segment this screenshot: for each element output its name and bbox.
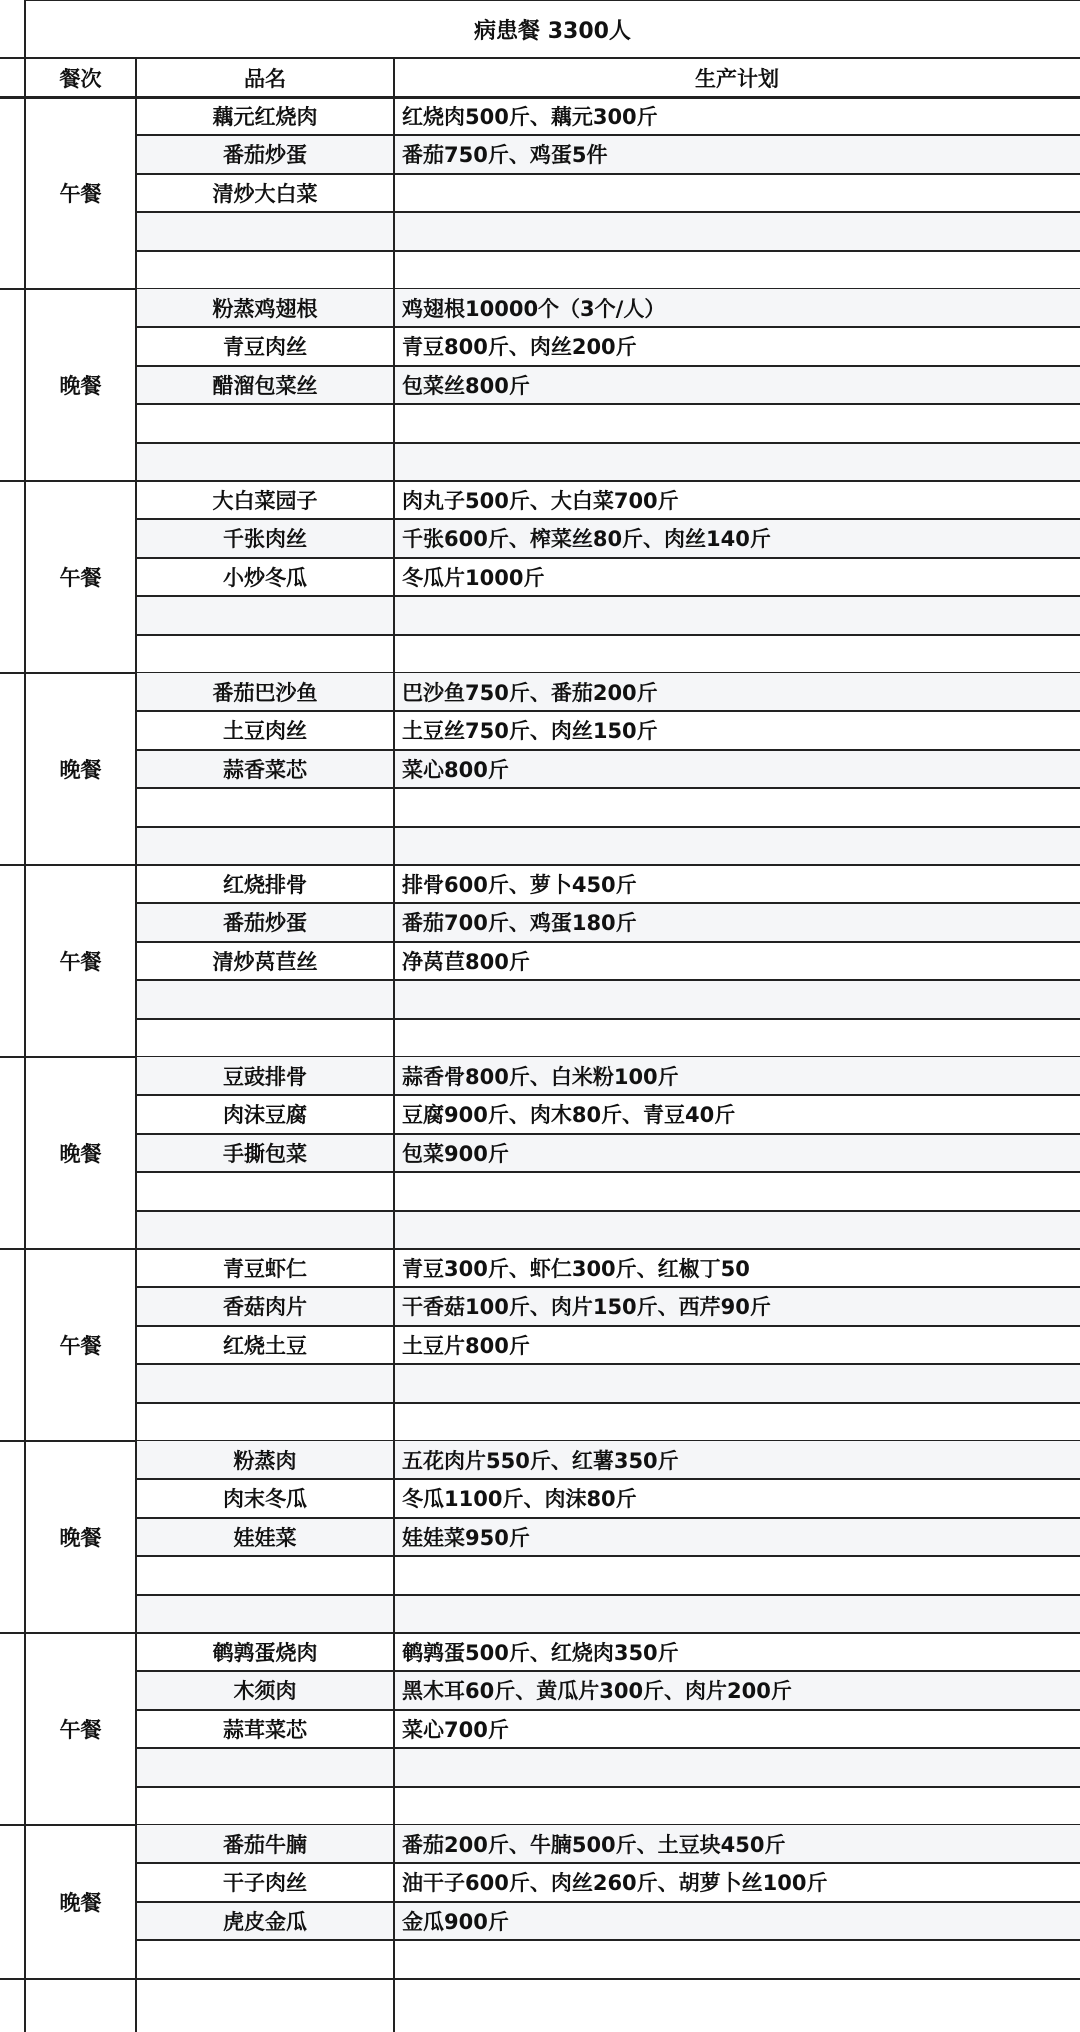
production-plan-cell: 干香菇100斤、肉片150斤、西芹90斤	[402, 1295, 771, 1319]
dish-name-cell	[136, 1595, 394, 1633]
row-divider	[136, 403, 1080, 405]
production-plan-cell: 豆腐900斤、肉木80斤、青豆40斤	[402, 1103, 736, 1127]
dish-name-cell: 醋溜包菜丝	[212, 374, 318, 398]
stub-divider	[0, 480, 25, 482]
meal-cell: 晚餐	[59, 758, 102, 782]
row-divider	[136, 1210, 1080, 1212]
row-divider	[136, 1555, 1080, 1557]
production-plan-cell: 金瓜900斤	[402, 1910, 509, 1934]
dish-name-cell	[136, 827, 394, 865]
production-plan-cell	[402, 1595, 1080, 1633]
dish-name-cell: 千张肉丝	[223, 527, 307, 551]
production-plan-cell: 冬瓜片1000斤	[402, 566, 545, 590]
dish-name-cell: 红烧排骨	[223, 873, 307, 897]
production-plan-cell: 包菜丝800斤	[402, 374, 530, 398]
row-divider	[136, 1171, 1080, 1173]
row-divider	[136, 595, 1080, 597]
dish-name-cell	[136, 596, 394, 634]
title-top-border	[25, 0, 1080, 1]
dish-name-cell	[136, 1211, 394, 1249]
production-plan-cell: 包菜900斤	[402, 1142, 509, 1166]
header-bottom-border	[0, 96, 1080, 99]
row-divider	[136, 634, 1080, 636]
production-plan-cell	[402, 1556, 1080, 1594]
dish-name-cell: 虎皮金瓜	[223, 1910, 307, 1934]
production-plan-cell: 青豆800斤、肉丝200斤	[402, 335, 637, 359]
row-divider	[136, 1325, 1080, 1327]
production-plan-cell: 五花肉片550斤、红薯350斤	[402, 1449, 679, 1473]
row-divider	[136, 1709, 1080, 1711]
production-plan-cell	[402, 827, 1080, 865]
row-divider	[136, 211, 1080, 213]
production-plan-cell: 红烧肉500斤、藕元300斤	[402, 105, 658, 129]
dish-name-cell: 肉沫豆腐	[223, 1103, 307, 1127]
production-plan-cell	[402, 1748, 1080, 1786]
row-divider	[136, 941, 1080, 943]
row-divider	[136, 173, 1080, 175]
production-plan-cell	[402, 404, 1080, 442]
dish-name-cell	[136, 1403, 394, 1441]
dish-name-cell: 豆豉排骨	[223, 1065, 307, 1089]
production-plan-cell	[402, 443, 1080, 481]
production-plan-cell	[402, 635, 1080, 673]
stub-divider	[0, 672, 25, 674]
dish-name-cell	[136, 443, 394, 481]
production-plan-cell: 黑木耳60斤、黄瓜片300斤、肉片200斤	[402, 1679, 792, 1703]
meal-cell: 午餐	[59, 950, 102, 974]
dish-name-cell	[136, 1556, 394, 1594]
meal-cell: 午餐	[59, 566, 102, 590]
dish-name-cell: 小炒冬瓜	[223, 566, 307, 590]
dish-name-cell: 大白菜园子	[212, 489, 318, 513]
meal-dish-divider	[135, 58, 137, 2032]
stub-divider	[0, 1056, 25, 1058]
production-plan-cell	[402, 1019, 1080, 1057]
dish-name-cell: 青豆虾仁	[223, 1257, 307, 1281]
row-divider	[136, 1747, 1080, 1749]
production-plan-cell: 净莴苣800斤	[402, 950, 530, 974]
production-plan-cell: 青豆300斤、虾仁300斤、红椒丁50	[402, 1257, 750, 1281]
production-plan-cell: 巴沙鱼750斤、番茄200斤	[402, 681, 658, 705]
production-plan-cell: 肉丸子500斤、大白菜700斤	[402, 489, 679, 513]
row-divider	[136, 902, 1080, 904]
production-plan-cell	[402, 1172, 1080, 1210]
row-divider	[136, 1594, 1080, 1596]
row-divider	[136, 1363, 1080, 1365]
production-plan-cell: 番茄750斤、鸡蛋5件	[402, 143, 608, 167]
dish-name-cell	[136, 1748, 394, 1786]
row-divider	[136, 134, 1080, 136]
production-plan-cell: 土豆丝750斤、肉丝150斤	[402, 719, 658, 743]
dish-plan-divider	[393, 58, 395, 2032]
production-plan-cell: 油干子600斤、肉丝260斤、胡萝卜丝100斤	[402, 1871, 828, 1895]
production-plan-cell	[402, 174, 1080, 212]
production-plan-cell: 番茄700斤、鸡蛋180斤	[402, 911, 637, 935]
row-divider	[136, 250, 1080, 252]
dish-name-cell	[136, 980, 394, 1018]
row-divider	[136, 1094, 1080, 1096]
dish-name-cell: 手撕包菜	[223, 1142, 307, 1166]
dish-name-cell: 番茄牛腩	[223, 1833, 307, 1857]
row-divider	[136, 1286, 1080, 1288]
header-meal: 餐次	[59, 66, 102, 91]
row-divider	[136, 1018, 1080, 1020]
dish-name-cell	[136, 212, 394, 250]
row-divider	[136, 710, 1080, 712]
production-plan-cell: 娃娃菜950斤	[402, 1526, 530, 1550]
meal-cell: 晚餐	[59, 1142, 102, 1166]
dish-name-cell	[136, 1787, 394, 1825]
production-plan-cell	[402, 1364, 1080, 1402]
production-plan-cell: 排骨600斤、萝卜450斤	[402, 873, 637, 897]
stub-divider	[0, 1824, 25, 1826]
production-plan-cell	[402, 788, 1080, 826]
row-divider	[136, 979, 1080, 981]
meal-cell: 午餐	[59, 1718, 102, 1742]
stub-divider	[0, 1440, 25, 1442]
production-plan-cell: 菜心800斤	[402, 758, 509, 782]
production-plan-cell	[402, 1940, 1080, 1978]
row-divider	[136, 1939, 1080, 1941]
row-divider	[136, 326, 1080, 328]
row-divider	[136, 1478, 1080, 1480]
row-divider	[136, 518, 1080, 520]
row-divider	[136, 442, 1080, 444]
row-divider	[136, 1402, 1080, 1404]
row-divider	[136, 1670, 1080, 1672]
dish-name-cell: 青豆肉丝	[223, 335, 307, 359]
production-plan-cell	[402, 1787, 1080, 1825]
row-divider	[136, 749, 1080, 751]
stub-divider	[0, 1978, 25, 1980]
dish-name-cell: 肉末冬瓜	[223, 1487, 307, 1511]
dish-name-cell: 土豆肉丝	[223, 719, 307, 743]
dish-name-cell: 番茄炒蛋	[223, 911, 307, 935]
dish-name-cell	[136, 1940, 394, 1978]
dish-name-cell: 木须肉	[233, 1679, 297, 1703]
dish-name-cell	[136, 251, 394, 289]
dish-name-cell	[136, 404, 394, 442]
left-border	[24, 0, 26, 2032]
production-plan-cell: 土豆片800斤	[402, 1334, 530, 1358]
production-plan-cell	[402, 596, 1080, 634]
production-plan-cell: 菜心700斤	[402, 1718, 509, 1742]
row-divider	[136, 1786, 1080, 1788]
dish-name-cell: 清炒莴苣丝	[212, 950, 318, 974]
stub-divider	[0, 864, 25, 866]
dish-name-cell	[136, 1019, 394, 1057]
header-plan: 生产计划	[695, 66, 779, 91]
dish-name-cell: 红烧土豆	[223, 1334, 307, 1358]
production-plan-cell	[402, 212, 1080, 250]
meal-cell: 午餐	[59, 1334, 102, 1358]
stub-divider	[0, 1248, 25, 1250]
production-plan-cell: 蒜香骨800斤、白米粉100斤	[402, 1065, 679, 1089]
row-divider	[136, 557, 1080, 559]
row-divider	[136, 1133, 1080, 1135]
row-divider	[136, 826, 1080, 828]
dish-name-cell	[136, 1364, 394, 1402]
production-plan-cell	[402, 1211, 1080, 1249]
table-title: 病患餐 3300人	[474, 18, 631, 44]
group-divider	[25, 1978, 1080, 1980]
dish-name-cell: 番茄巴沙鱼	[212, 681, 318, 705]
row-divider	[136, 1862, 1080, 1864]
row-divider	[136, 365, 1080, 367]
header-top-border	[0, 57, 1080, 59]
production-plan-cell	[402, 980, 1080, 1018]
production-plan-cell: 冬瓜1100斤、肉沫80斤	[402, 1487, 637, 1511]
production-plan-cell: 鸡翅根10000个（3个/人）	[402, 297, 666, 321]
row-divider	[136, 1517, 1080, 1519]
production-plan-cell	[402, 1403, 1080, 1441]
dish-name-cell: 香菇肉片	[223, 1295, 307, 1319]
dish-name-cell: 蒜香菜芯	[223, 758, 307, 782]
meal-cell: 晚餐	[59, 1526, 102, 1550]
dish-name-cell: 番茄炒蛋	[223, 143, 307, 167]
dish-name-cell	[136, 788, 394, 826]
row-divider	[136, 787, 1080, 789]
dish-name-cell: 清炒大白菜	[212, 182, 318, 206]
stub-divider	[0, 288, 25, 290]
dish-name-cell	[136, 635, 394, 673]
meal-cell: 晚餐	[59, 1891, 102, 1915]
meal-cell: 晚餐	[59, 374, 102, 398]
dish-name-cell: 藕元红烧肉	[212, 105, 318, 129]
production-plan-cell	[402, 251, 1080, 289]
production-plan-cell: 千张600斤、榨菜丝80斤、肉丝140斤	[402, 527, 771, 551]
dish-name-cell: 粉蒸肉	[233, 1449, 297, 1473]
stub-divider	[0, 1632, 25, 1634]
dish-name-cell	[136, 1172, 394, 1210]
dish-name-cell: 粉蒸鸡翅根	[212, 297, 318, 321]
dish-name-cell: 干子肉丝	[223, 1871, 307, 1895]
meal-cell: 午餐	[59, 182, 102, 206]
production-plan-cell: 番茄200斤、牛腩500斤、土豆块450斤	[402, 1833, 786, 1857]
production-plan-cell: 鹌鹑蛋500斤、红烧肉350斤	[402, 1641, 679, 1665]
dish-name-cell: 鹌鹑蛋烧肉	[212, 1641, 318, 1665]
header-dish: 品名	[244, 66, 286, 91]
dish-name-cell: 蒜茸菜芯	[223, 1718, 307, 1742]
row-divider	[136, 1901, 1080, 1903]
dish-name-cell: 娃娃菜	[233, 1526, 297, 1550]
